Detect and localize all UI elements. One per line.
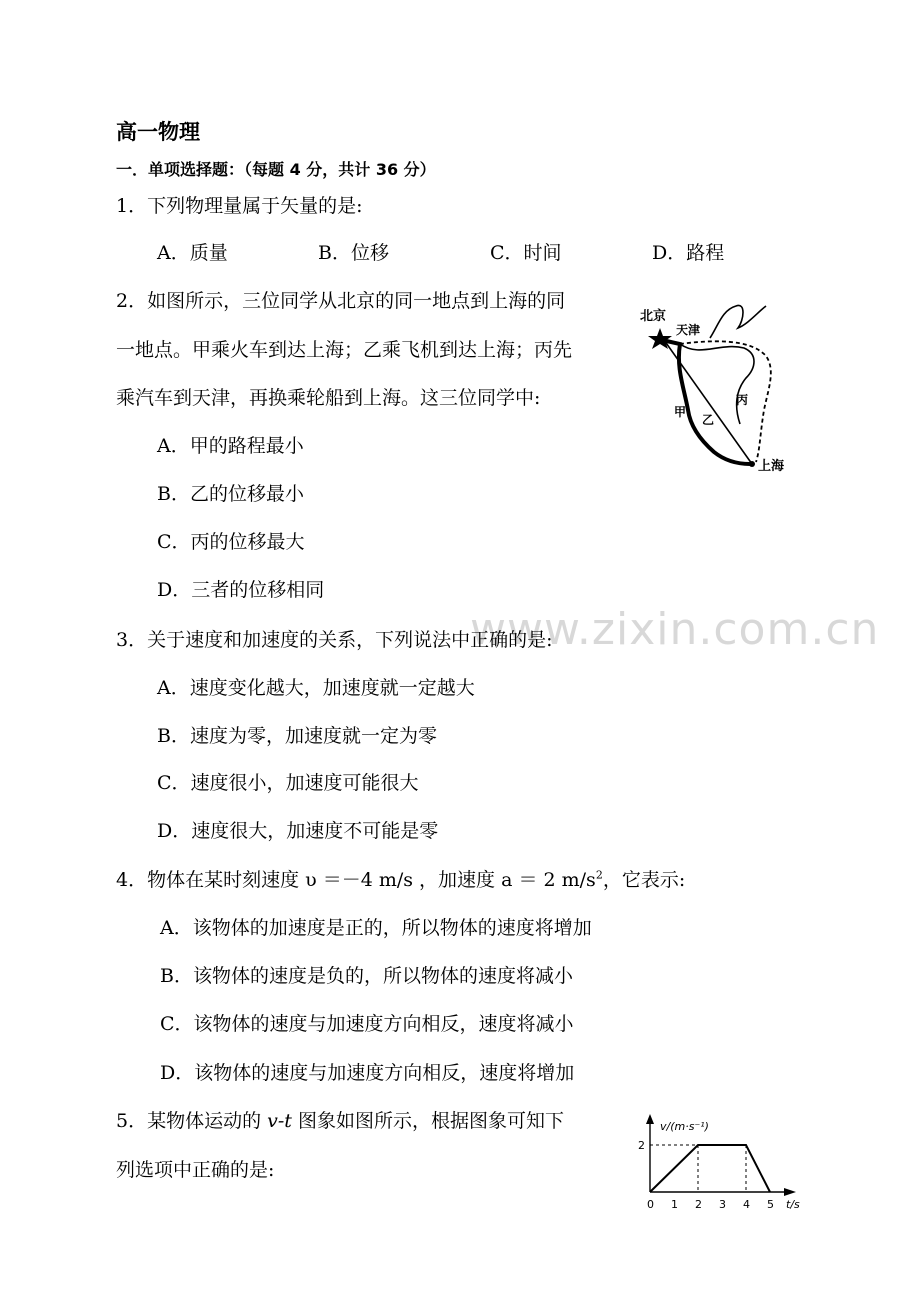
q4-stem-main: 4．物体在某时刻速度 υ ＝－4 m/s ，加速度 a ＝ 2 m/s xyxy=(116,869,596,891)
q3-stem: 3．关于速度和加速度的关系，下列说法中正确的是: xyxy=(116,629,553,651)
page-title: 高一物理 xyxy=(116,120,200,144)
q2-option-d: D．三者的位移相同 xyxy=(157,579,325,601)
y-axis-label: v/(m·s⁻¹) xyxy=(660,1120,709,1133)
vt-chart xyxy=(636,1112,816,1216)
q3-option-b: B．速度为零，加速度就一定为零 xyxy=(157,725,437,747)
q4-option-b: B．该物体的速度是负的，所以物体的速度将减小 xyxy=(160,965,573,987)
shanghai-dot-icon xyxy=(749,461,755,467)
q1-option-d: D．路程 xyxy=(652,242,725,264)
q2-stem-line2: 一地点。甲乘火车到达上海；乙乘飞机到达上海；丙先 xyxy=(116,339,573,361)
q2-option-c: C．丙的位移最大 xyxy=(157,531,305,553)
route-map-figure xyxy=(640,298,800,480)
q4-stem-exponent: 2 xyxy=(595,868,603,882)
q2-option-b: B．乙的位移最小 xyxy=(157,483,304,505)
map-coastline-north xyxy=(710,305,766,338)
q5-stem-vt: v-t xyxy=(267,1110,292,1132)
q1-stem: 1．下列物理量属于矢量的是: xyxy=(116,195,363,217)
q3-option-c: C．速度很小，加速度可能很大 xyxy=(157,772,419,794)
q5-stem-line2: 列选项中正确的是: xyxy=(116,1159,275,1181)
q1-option-a: A．质量 xyxy=(157,242,228,264)
watermark: www.zixin.com.cn xyxy=(470,604,880,655)
map-label-jia: 甲 xyxy=(674,405,687,419)
x-tick-label-4: 4 xyxy=(743,1198,750,1211)
q2-stem-line3: 乘汽车到天津，再换乘轮船到上海。这三位同学中: xyxy=(116,387,541,409)
q4-stem xyxy=(116,868,685,892)
vt-series-line xyxy=(650,1145,770,1192)
q5-stem-end: 图象如图所示，根据图象可知下 xyxy=(291,1110,564,1132)
q4-option-d: D．该物体的速度与加速度方向相反，速度将增加 xyxy=(160,1062,575,1084)
x-tick-label-2: 2 xyxy=(695,1198,702,1211)
route-bing xyxy=(680,341,771,462)
q3-option-a: A．速度变化越大，加速度就一定越大 xyxy=(157,677,475,699)
map-label-beijing: 北京 xyxy=(640,309,667,324)
x-tick-label-5: 5 xyxy=(767,1198,774,1211)
q4-option-c: C．该物体的速度与加速度方向相反，速度将减小 xyxy=(160,1013,574,1035)
x-tick-label-3: 3 xyxy=(719,1198,726,1211)
q1-option-c: C．时间 xyxy=(490,242,562,264)
map-label-shanghai: 上海 xyxy=(758,459,785,474)
q2-stem-line1: 2．如图所示，三位同学从北京的同一地点到上海的同 xyxy=(116,290,566,312)
q5-stem xyxy=(116,1109,564,1133)
q4-stem-tail: ，它表示: xyxy=(602,869,686,891)
q1-option-b: B．位移 xyxy=(318,242,389,264)
map-bay-loop xyxy=(680,344,754,424)
x-tick-label-1: 1 xyxy=(671,1198,678,1211)
y-axis-arrow-icon xyxy=(646,1114,654,1124)
x-axis-label: t/s xyxy=(786,1198,800,1211)
q2-option-a: A．甲的路程最小 xyxy=(157,435,304,457)
q4-option-a: A．该物体的加速度是正的，所以物体的速度将增加 xyxy=(160,917,592,939)
q5-stem-start: 5．某物体运动的 xyxy=(116,1110,268,1132)
section-heading: 一．单项选择题：（每题 4 分，共计 36 分） xyxy=(116,160,436,179)
x-axis-arrow-icon xyxy=(784,1188,796,1196)
q3-option-d: D．速度很大，加速度不可能是零 xyxy=(157,820,439,842)
map-label-bing: 丙 xyxy=(736,393,749,407)
x-tick-label-0: 0 xyxy=(647,1198,654,1211)
map-label-yi: 乙 xyxy=(702,413,715,427)
y-tick-label-2: 2 xyxy=(638,1139,645,1152)
map-label-tianjin: 天津 xyxy=(676,323,701,337)
